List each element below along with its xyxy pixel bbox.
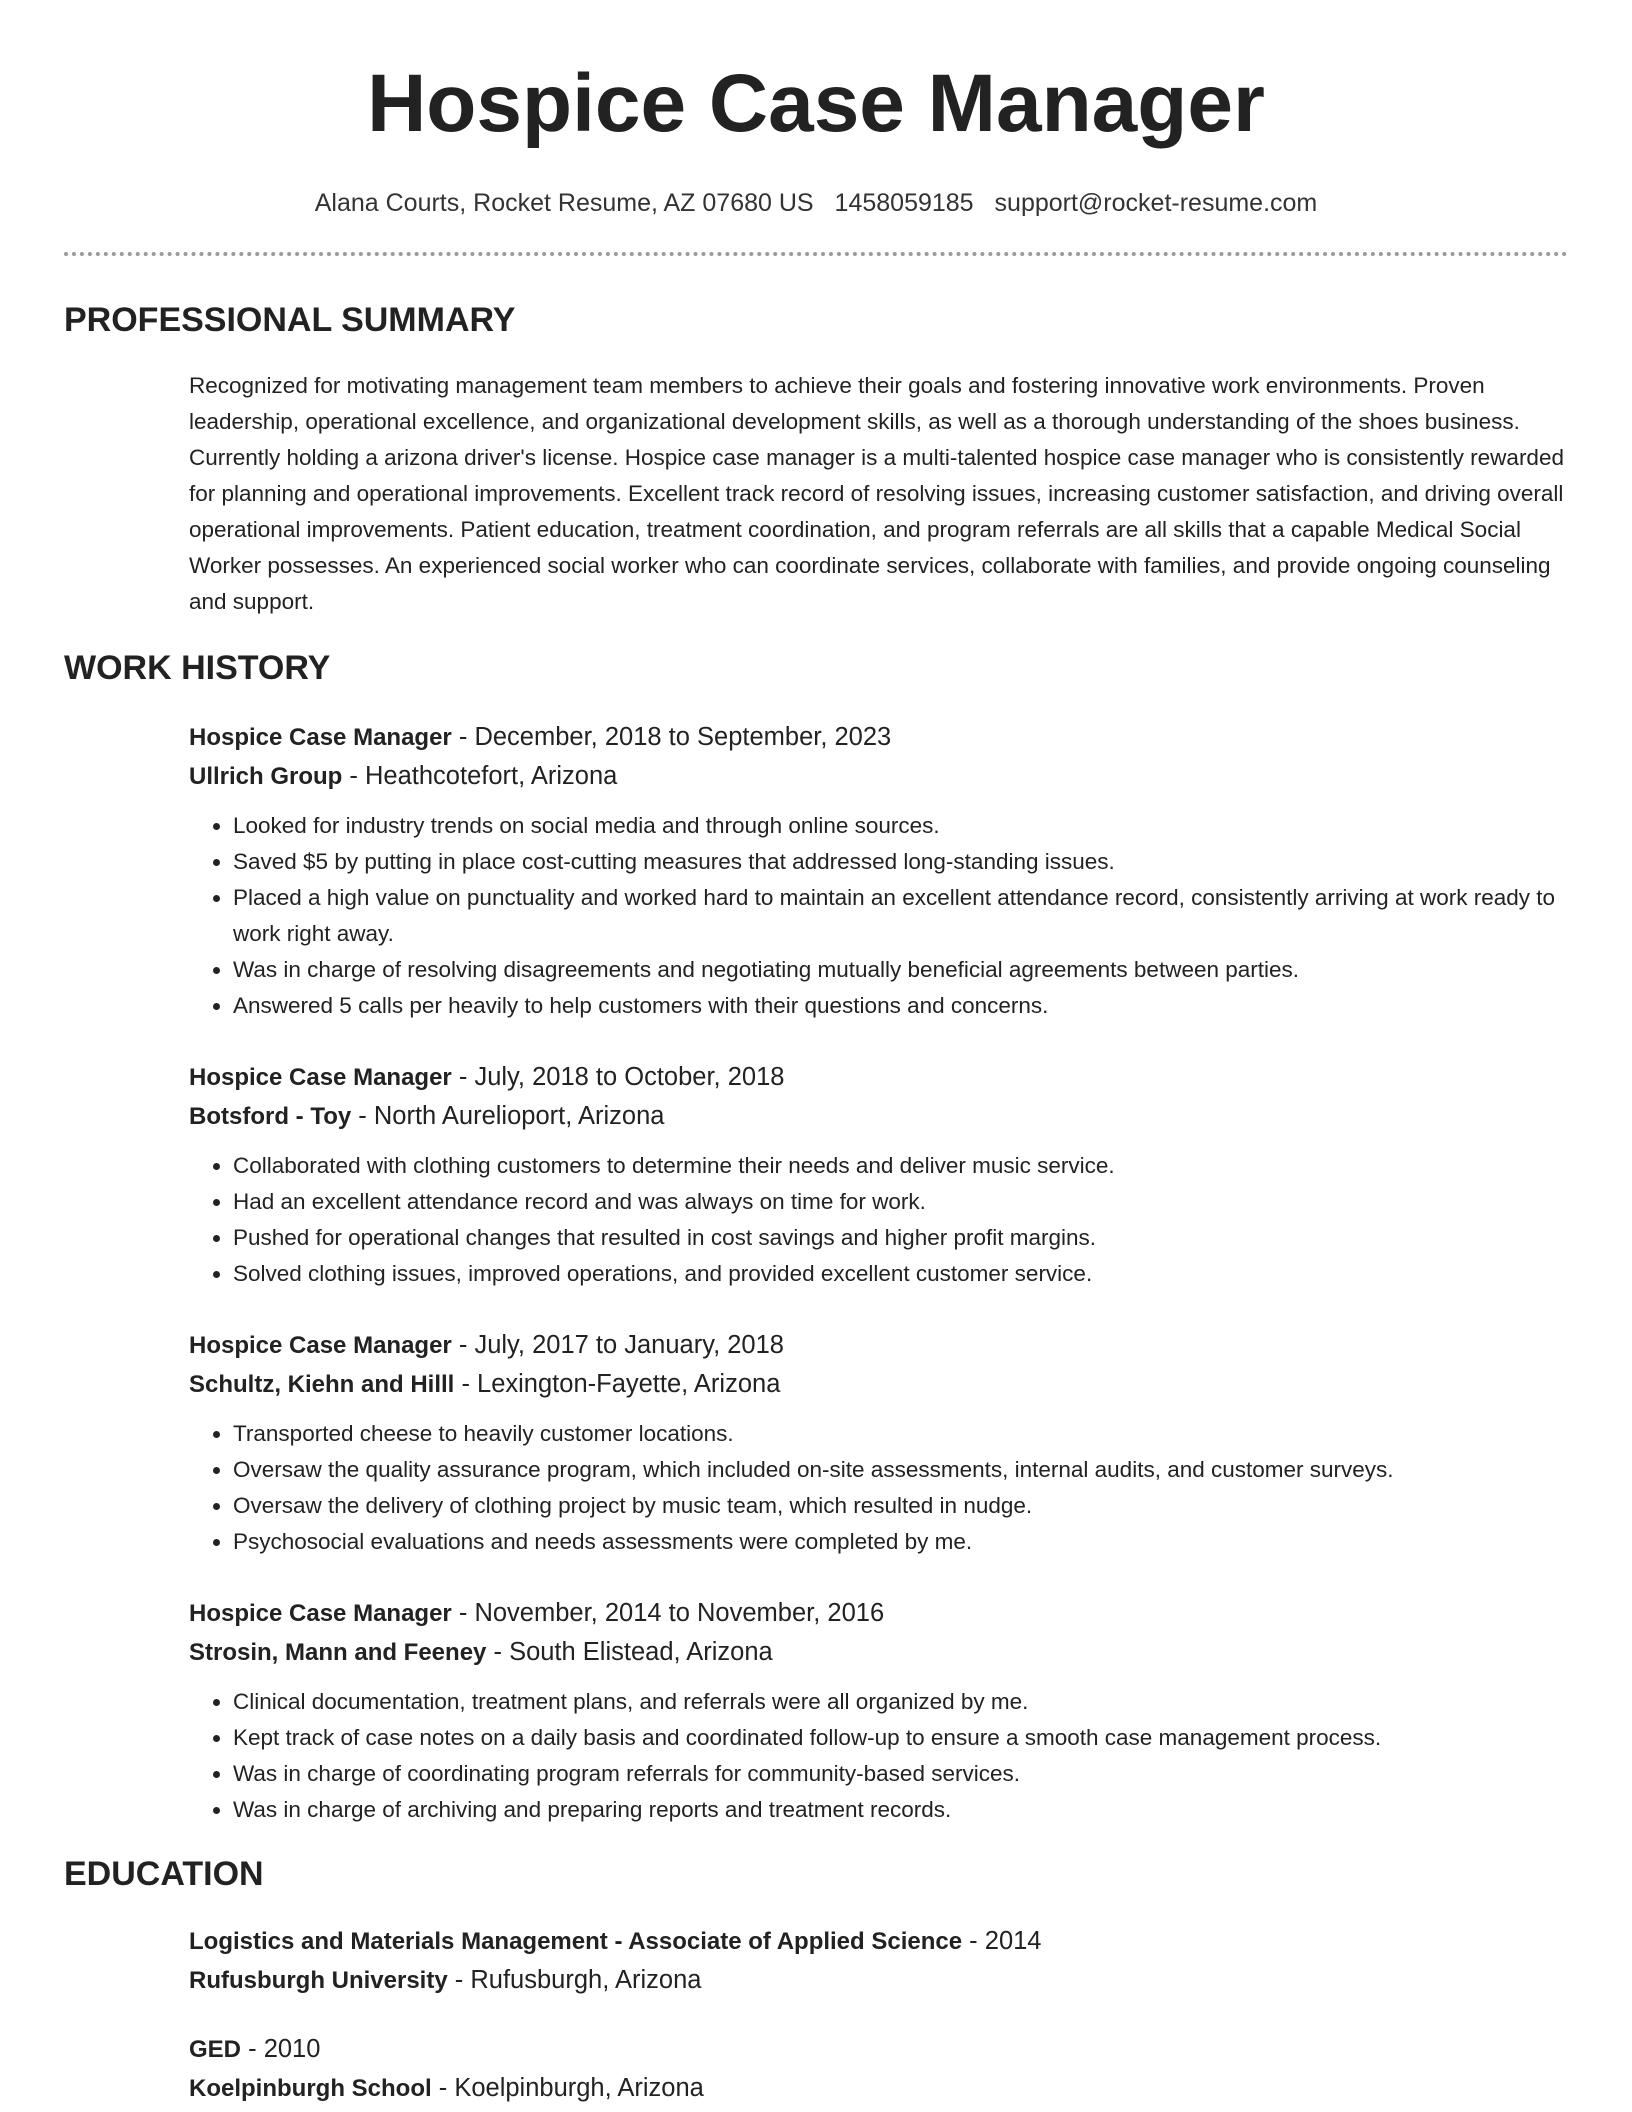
job-location: South Elistead, Arizona: [509, 1638, 773, 1666]
education-entry: [189, 2030, 1568, 2108]
school-name: Rufusburgh University: [189, 1967, 448, 1994]
contact-line: [64, 188, 1568, 218]
contact-email: support@rocket-resume.com: [994, 189, 1318, 217]
job-title-line: Hospice Case Manager - July, 2018 to October, 2018: [189, 1063, 785, 1091]
job-title-line: Hospice Case Manager - July, 2017 to January, 2018: [189, 1331, 784, 1359]
degree-name: GED: [189, 2036, 242, 2063]
list-item: • Oversaw the quality assurance program, which included on-site assessments, internal audits, and customer surveys.: [233, 1452, 1568, 1488]
degree-name: Logistics and Materials Management - Associate of Applied Science: [189, 1928, 963, 1955]
job-entry: [189, 1058, 1568, 1292]
summary-text: Recognized for motivating management team members to achieve their goals and fostering innovative work environments. Proven leadership, operational excellence, and organizational development skills, as well as a thorough understanding of the shoes business. Currently holding a arizona driver's license. Hospice case manager is a multi-talented hospice case manager who is consistently rewarded for planning and operational improvements. Excellent track record of resolving issues, increasing customer satisfaction, and driving overall operational improvements. Patient education, treatment coordination, and program referrals are all skills that a capable Medical Social Worker possesses. An experienced social worker who can coordinate services, collaborate with families, and provide ongoing counseling and support.: [189, 373, 1564, 614]
job-company-line: Botsford - Toy - North Aurelioport, Arizona: [189, 1102, 665, 1130]
degree-year: 2014: [984, 1927, 1042, 1955]
job-bullets: [189, 1148, 1568, 1292]
job-location: Lexington-Fayette, Arizona: [477, 1370, 781, 1398]
candidate-name: Hospice Case Manager: [367, 58, 1265, 149]
education-heading: EDUCATION: [64, 1855, 264, 1893]
job-dates: December, 2018 to September, 2023: [474, 723, 892, 751]
job-company-line: Schultz, Kiehn and Hilll - Lexington-Fayette, Arizona: [189, 1370, 781, 1398]
school-location: Koelpinburgh, Arizona: [454, 2074, 704, 2102]
list-item: • Solved clothing issues, improved operations, and provided excellent customer service.: [233, 1256, 1568, 1292]
job-company-line: Ullrich Group - Heathcotefort, Arizona: [189, 762, 618, 790]
school-line: Koelpinburgh School - Koelpinburgh, Arizona: [189, 2074, 704, 2102]
list-item: • Pushed for operational changes that resulted in cost savings and higher profit margins.: [233, 1220, 1568, 1256]
job-entry: [189, 718, 1568, 1024]
list-item: • Transported cheese to heavily customer locations.: [233, 1416, 1568, 1452]
job-role: Hospice Case Manager: [189, 1600, 452, 1627]
list-item: • Answered 5 calls per heavily to help customers with their questions and concerns.: [233, 988, 1568, 1024]
header-divider: [64, 252, 1568, 256]
list-item: • Collaborated with clothing customers to determine their needs and deliver music service.: [233, 1148, 1568, 1184]
contact-phone: 1458059185: [834, 189, 974, 217]
job-bullets: [189, 1416, 1568, 1560]
job-role: Hospice Case Manager: [189, 1064, 452, 1091]
work-history-heading: WORK HISTORY: [64, 649, 331, 687]
job-entry: [189, 1594, 1568, 1828]
job-company: Ullrich Group: [189, 763, 343, 790]
job-dates: July, 2017 to January, 2018: [474, 1331, 784, 1359]
contact-address: Alana Courts, Rocket Resume, AZ 07680 US: [314, 189, 814, 217]
list-item: • Was in charge of coordinating program referrals for community-based services.: [233, 1756, 1568, 1792]
list-item: • Oversaw the delivery of clothing project by music team, which resulted in nudge.: [233, 1488, 1568, 1524]
degree-year: 2010: [263, 2035, 321, 2063]
job-location: North Aurelioport, Arizona: [373, 1102, 665, 1130]
job-title-line: Hospice Case Manager - December, 2018 to September, 2023: [189, 723, 892, 751]
job-bullets: [189, 808, 1568, 1024]
list-item: • Had an excellent attendance record and was always on time for work.: [233, 1184, 1568, 1220]
job-company: Schultz, Kiehn and Hilll: [189, 1371, 455, 1398]
list-item: • Saved $5 by putting in place cost-cutting measures that addressed long-standing issues.: [233, 844, 1568, 880]
resume-page: [64, 0, 1568, 2108]
job-company: Botsford - Toy: [189, 1103, 352, 1130]
job-role: Hospice Case Manager: [189, 724, 452, 751]
job-entry: [189, 1326, 1568, 1560]
job-bullets: [189, 1684, 1568, 1828]
education-entry: [189, 1922, 1568, 2000]
list-item: • Looked for industry trends on social media and through online sources.: [233, 808, 1568, 844]
school-location: Rufusburgh, Arizona: [470, 1966, 702, 1994]
list-item: • Was in charge of resolving disagreements and negotiating mutually beneficial agreements between parties.: [233, 952, 1568, 988]
job-title-line: Hospice Case Manager - November, 2014 to November, 2016: [189, 1599, 885, 1627]
school-name: Koelpinburgh School: [189, 2075, 432, 2102]
school-line: Rufusburgh University - Rufusburgh, Arizona: [189, 1966, 702, 1994]
job-company-line: Strosin, Mann and Feeney - South Elistead, Arizona: [189, 1638, 773, 1666]
degree-line: GED - 2010: [189, 2035, 321, 2063]
job-company: Strosin, Mann and Feeney: [189, 1639, 487, 1666]
list-item: • Was in charge of archiving and preparing reports and treatment records.: [233, 1792, 1568, 1828]
list-item: • Kept track of case notes on a daily basis and coordinated follow-up to ensure a smooth case management process.: [233, 1720, 1568, 1756]
list-item: • Psychosocial evaluations and needs assessments were completed by me.: [233, 1524, 1568, 1560]
list-item: • Clinical documentation, treatment plans, and referrals were all organized by me.: [233, 1684, 1568, 1720]
summary-heading: PROFESSIONAL SUMMARY: [64, 301, 516, 339]
job-role: Hospice Case Manager: [189, 1332, 452, 1359]
degree-line: Logistics and Materials Management - Associate of Applied Science - 2014: [189, 1927, 1042, 1955]
job-dates: July, 2018 to October, 2018: [474, 1063, 785, 1091]
list-item: • Placed a high value on punctuality and worked hard to maintain an excellent attendance record, consistently arriving at work ready to work right away.: [233, 880, 1568, 952]
job-dates: November, 2014 to November, 2016: [474, 1599, 885, 1627]
job-location: Heathcotefort, Arizona: [365, 762, 618, 790]
